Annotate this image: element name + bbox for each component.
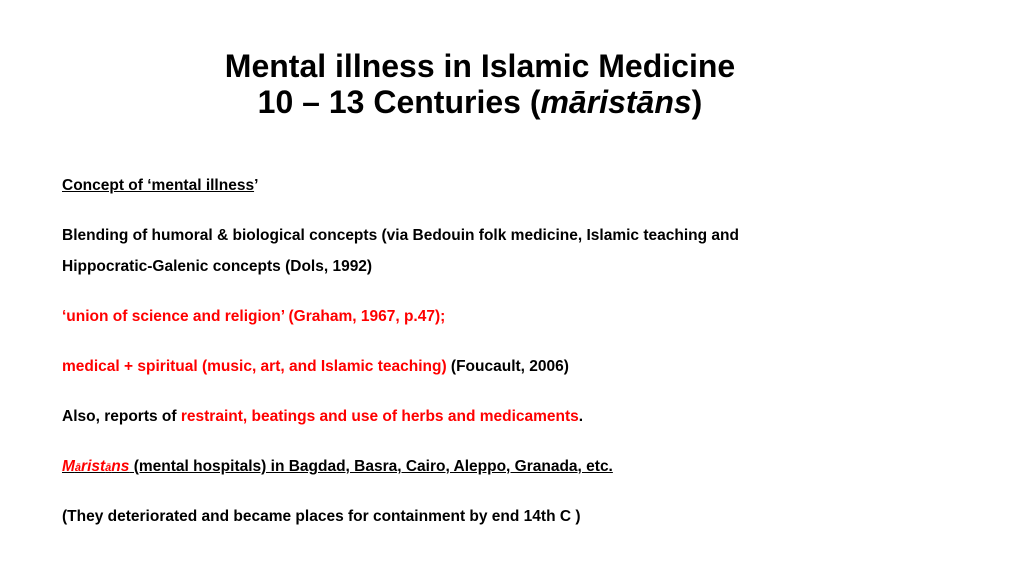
blending-text-1: Blending of humoral & biological concepts (via Bedouin folk medicine, Islamic teaching and	[62, 227, 739, 244]
reports-line	[62, 407, 583, 427]
concept-heading	[62, 176, 258, 196]
union-line	[62, 307, 445, 327]
reports-prefix: Also, reports of	[62, 408, 181, 425]
maristans-rist: rist	[81, 458, 106, 475]
slide-subtitle	[0, 84, 960, 120]
blending-line-1	[62, 226, 739, 246]
blending-line-2	[62, 257, 372, 277]
concept-heading-text: Concept of ‘mental illness	[62, 177, 255, 194]
maristans-line	[62, 457, 613, 478]
title-line-2-suffix: )	[691, 84, 703, 120]
maristans-m: M	[62, 458, 75, 475]
title-line-2-prefix: 10 – 13 Centuries (	[257, 84, 541, 120]
reports-red-text: restraint, beatings and use of herbs and medicaments	[180, 408, 579, 425]
medical-line	[62, 357, 569, 377]
slide-title	[0, 48, 960, 84]
deteriorated-line	[62, 507, 581, 527]
reports-suffix: .	[578, 408, 584, 425]
concept-heading-suffix: ’	[254, 177, 259, 194]
medical-citation: (Foucault, 2006)	[446, 358, 569, 375]
title-line-2-italic: māristāns	[540, 84, 692, 120]
union-text: ‘union of science and religion’ (Graham, 1967, p.47);	[62, 308, 446, 325]
medical-red-text: medical + spiritual (music, art, and Islamic teaching)	[62, 358, 447, 375]
maristans-a2: ā	[105, 462, 112, 474]
deteriorated-text: (They deteriorated and became places for containment by end 14th C )	[62, 508, 581, 525]
maristans-rest: (mental hospitals) in Bagdad, Basra, Cairo, Aleppo, Granada, etc.	[129, 458, 613, 475]
maristans-a1: ā	[74, 462, 82, 474]
title-line-1: Mental illness in Islamic Medicine	[224, 48, 736, 84]
maristans-ns: ns	[111, 458, 130, 475]
blending-text-2: Hippocratic-Galenic concepts (Dols, 1992)	[62, 258, 373, 275]
